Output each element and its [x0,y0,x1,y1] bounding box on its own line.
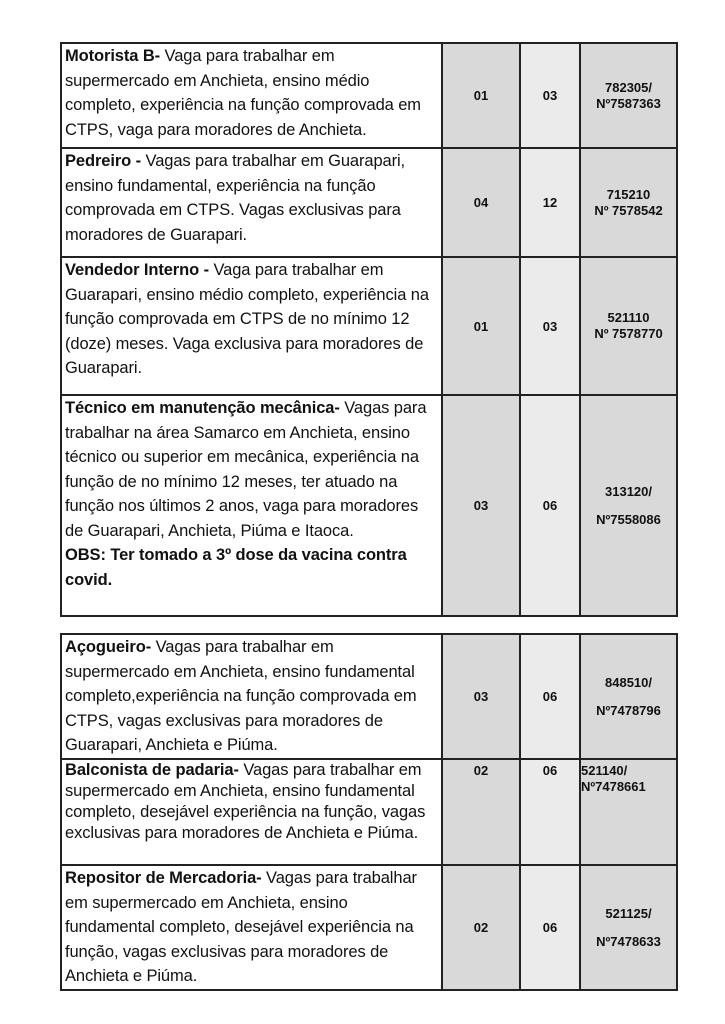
table-row [61,148,677,257]
job-observation: OBS: Ter tomado a 3º dose da vacina contra covid. [65,546,407,589]
registry-count: 12 [520,148,580,257]
job-code-cell [580,634,677,759]
job-title: Balconista de padaria- [65,761,239,779]
job-description: Vaga para trabalhar em Guarapari, ensino médio completo, experiência na função comprovada em CTPS de no mínimo 12 (doze) meses. Vaga exclusiva para moradores de Guarapari. [65,261,429,377]
table-row [61,395,677,616]
job-code-cell [580,395,677,616]
cbo-code: 521110 [607,310,650,325]
job-title: Pedreiro - [65,152,142,170]
job-description-cell [61,634,442,759]
registry-count: 06 [520,865,580,990]
job-vacancies-table-2 [60,633,678,991]
vacancy-number: Nº 7578770 [594,326,663,341]
vacancies-count: 03 [442,634,520,759]
job-code-cell [580,759,677,865]
job-description-cell [61,43,442,148]
registry-count: 03 [520,257,580,395]
cbo-code: 521125/ [605,905,652,921]
job-description-cell [61,759,442,865]
job-code-cell [580,43,677,148]
job-description-cell [61,395,442,616]
cbo-code: 715210 [606,186,651,202]
job-description: Vagas para trabalhar em supermercado em Anchieta, ensino fundamental completo, desejável experiência na função, vagas exclusivas para moradores de Anchieta e Piúma. [65,869,417,985]
job-description-cell [61,148,442,257]
cbo-code: 848510/ [605,674,652,690]
job-description: Vagas para trabalhar em Guarapari, ensino fundamental, experiência na função comprovada em CTPS. Vagas exclusivas para moradores de Guarapari. [65,152,406,244]
vacancy-number: Nº7478796 [596,702,661,718]
table-row [61,759,677,865]
registry-count: 03 [520,43,580,148]
vacancy-number: Nº7478633 [596,933,661,949]
job-code-cell [580,148,677,257]
job-description: Vagas para trabalhar na área Samarco em Anchieta, ensino técnico ou superior em mecânica, experiência na função de no mínimo 12 meses, ter atuado na função nos últimos 2 anos, vaga para moradores de Guarapari, Anchieta, Piúma e Itaoca. [65,399,427,540]
job-title: Açogueiro- [65,638,152,656]
job-code-cell [580,865,677,990]
vacancy-number: Nº 7578542 [594,202,663,218]
cbo-code: 782305/ [605,79,652,95]
job-title: Repositor de Mercadoria- [65,869,262,887]
registry-count: 06 [520,634,580,759]
job-description-cell [61,865,442,990]
table-row [61,257,677,395]
cbo-code: 521140/ [581,763,628,778]
cbo-code: 313120/ [605,483,652,499]
vacancy-number: Nº7478661 [581,779,646,794]
job-title: Técnico em manutenção mecânica- [65,399,340,417]
table-row [61,43,677,148]
job-title: Motorista B- [65,47,161,65]
job-code-cell [580,257,677,395]
vacancies-count: 04 [442,148,520,257]
job-description: Vagas para trabalhar em supermercado em Anchieta, ensino fundamental completo,experiência na função comprovada em CTPS, vagas exclusivas para moradores de Guarapari, Anchieta e Piúma. [65,638,417,754]
job-description-cell [61,257,442,395]
table-row [61,634,677,759]
job-vacancies-table-1 [60,42,678,617]
vacancies-count: 02 [442,759,520,865]
vacancies-count: 01 [442,43,520,148]
vacancies-count: 01 [442,257,520,395]
vacancies-count: 03 [442,395,520,616]
vacancies-count: 02 [442,865,520,990]
registry-count: 06 [520,395,580,616]
table-row [61,865,677,990]
job-description: Vagas para trabalhar em supermercado em Anchieta, ensino fundamental completo, desejável experiência na função, vagas exclusivas para moradores de Anchieta e Piúma. [65,761,426,842]
job-title: Vendedor Interno - [65,261,209,279]
job-description: Vaga para trabalhar em supermercado em Anchieta, ensino médio completo, experiência na função comprovada em CTPS, vaga para moradores de Anchieta. [65,47,421,139]
vacancy-number: Nº7587363 [596,95,661,111]
vacancy-number: Nº7558086 [596,511,661,527]
registry-count: 06 [520,759,580,865]
